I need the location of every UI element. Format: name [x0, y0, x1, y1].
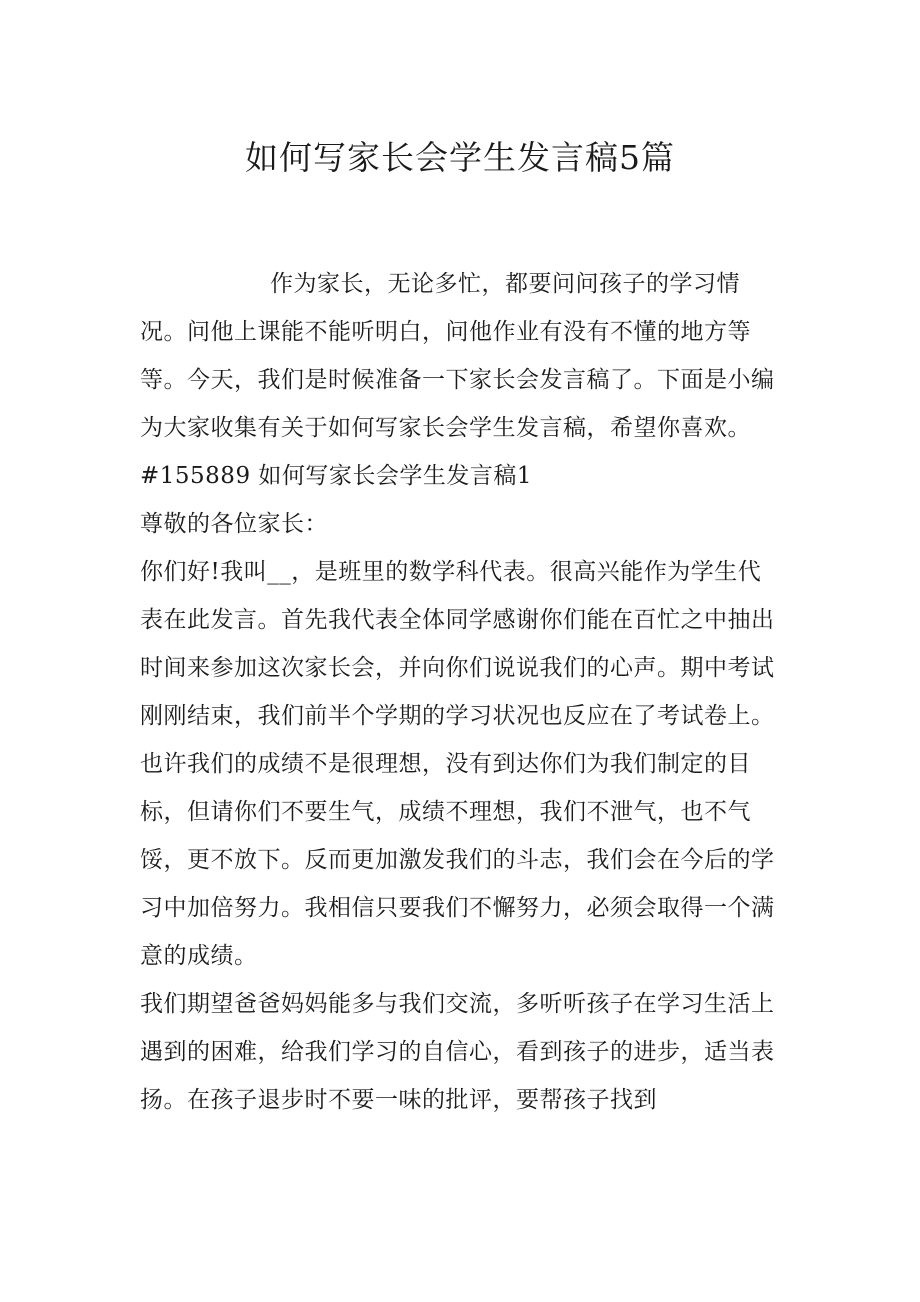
section-heading: #155889 如何写家长会学生发言稿1: [140, 463, 533, 489]
intro-paragraph: 作为家长，无论多忙，都要问问孩子的学习情况。问他上课能不能听明白，问他作业有没有不懂的地方等等。今天，我们是时候准备一下家长会发言稿了。下面是小编为大家收集有关于如何写家长会学生发言稿，希望你喜欢。: [140, 271, 775, 441]
body-paragraph: 我们期望爸爸妈妈能多与我们交流，多听听孩子在学习生活上遇到的困难，给我们学习的自信心，看到孩子的进步，适当表扬。在孩子退步时不要一味的批评，要帮孩子找到: [140, 991, 775, 1113]
body-paragraph: 你们好!我叫__，是班里的数学科代表。很高兴能作为学生代表在此发言。首先我代表全体同学感谢你们能在百忙之中抽出时间来参加这次家长会，并向你们说说我们的心声。期中考试刚刚结束，我们前半个学期的学习状况也反应在了考试卷上。也许我们的成绩不是很理想，没有到达你们为我们制定的目标，但请你们不要生气，成绩不理想，我们不泄气，也不气馁，更不放下。反而更加激发我们的斗志，我们会在今后的学习中加倍努力。我相信只要我们不懈努力，必须会取得一个满意的成绩。: [140, 559, 775, 969]
document-title: 如何写家长会学生发言稿5篇: [245, 138, 675, 178]
document-body: [140, 260, 776, 1124]
salutation: 尊敬的各位家长：: [140, 511, 328, 537]
